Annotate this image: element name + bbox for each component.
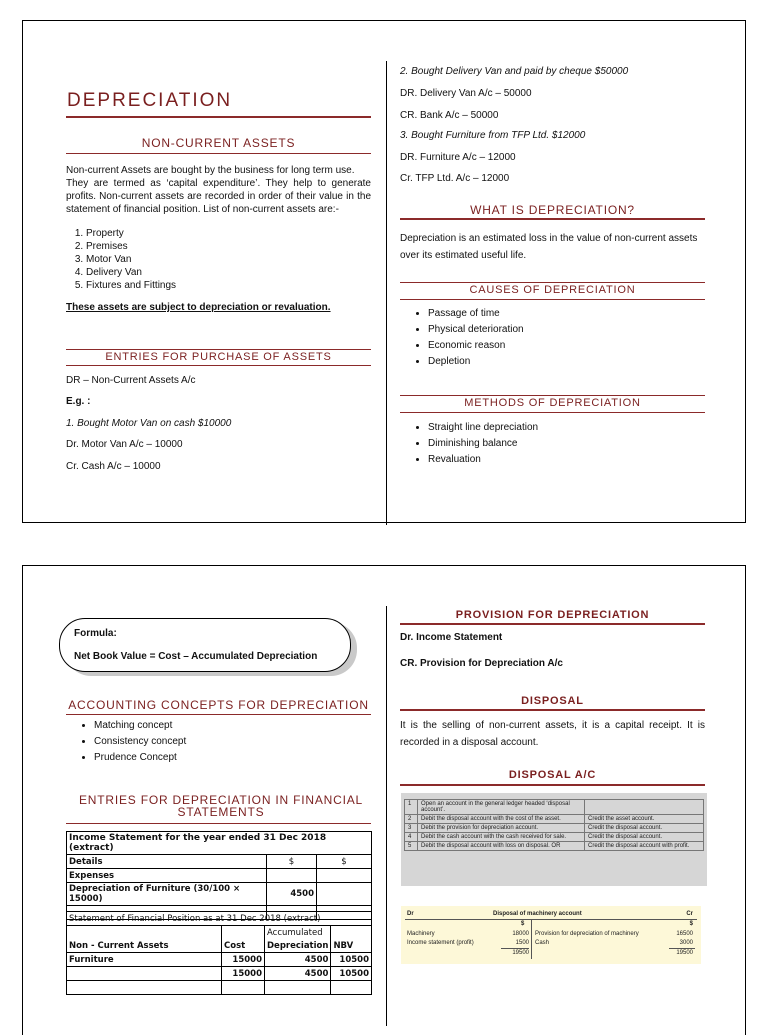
- ledger-total-rule: [501, 948, 529, 949]
- provision-dr: Dr. Income Statement: [400, 632, 503, 643]
- concepts-list: [66, 720, 384, 768]
- page-one: [22, 20, 746, 523]
- disposal-steps-box: [401, 793, 707, 886]
- example-3: 3. Bought Furniture from TFP Ltd. $12000: [400, 130, 586, 141]
- ledger-entry: Provision for depreciation of machinery: [535, 931, 639, 937]
- list-item: • Depletion: [428, 356, 718, 367]
- table-cell: Open an account in the general ledger headed ‘disposal account’.: [418, 800, 585, 815]
- table-cell: 10500: [331, 953, 372, 967]
- formula-box: [59, 618, 351, 672]
- heading-rule: [66, 349, 371, 350]
- page-title: DEPRECIATION: [67, 90, 233, 111]
- example-3-dr: DR. Furniture A/c – 12000: [400, 152, 516, 163]
- table-row: [405, 833, 704, 842]
- table-header: Cost: [222, 939, 265, 953]
- methods-list: [400, 422, 718, 470]
- table-row: [405, 800, 704, 815]
- disposal-ac-heading: DISPOSAL A/C: [508, 769, 597, 781]
- heading-rule: [400, 218, 705, 220]
- list-item: 4. Delivery Van: [86, 266, 376, 279]
- provision-heading: PROVISION FOR DEPRECIATION: [455, 609, 650, 621]
- heading-rule: [400, 709, 705, 711]
- ledger-amount: 18000: [512, 931, 529, 937]
- table-header: Depreciation: [265, 939, 331, 953]
- what-text: Depreciation is an estimated loss in the value of non-current assets over its estimated useful life.: [400, 233, 698, 261]
- table-cell: Furniture: [67, 953, 222, 967]
- table-cell: 4500: [265, 953, 331, 967]
- table-header: Non - Current Assets: [67, 939, 222, 953]
- table-cell: Debit the cash account with the cash received for sale.: [418, 833, 585, 842]
- concepts-heading: ACCOUNTING CONCEPTS FOR DEPRECIATION: [68, 698, 369, 712]
- heading-rule: [66, 365, 371, 366]
- table-cell: 15000: [222, 953, 265, 967]
- formula-label: Formula:: [74, 628, 117, 639]
- ledger-cr: Cr: [686, 911, 693, 917]
- table-cell: Debit the disposal account with the cost of the asset.: [418, 815, 585, 824]
- fs-heading: ENTRIES FOR DEPRECIATION IN FINANCIAL STATEMENTS: [78, 793, 364, 819]
- list-item: • Diminishing balance: [428, 438, 718, 449]
- example-1-cr: Cr. Cash A/c – 10000: [66, 461, 161, 472]
- heading-rule: [400, 784, 705, 786]
- ledger-amount: 1500: [515, 940, 529, 946]
- noncurrent-p1: Non-current Assets are bought by the business for long term use.: [66, 165, 355, 176]
- ledger-currency: $: [689, 921, 693, 927]
- table-title: Income Statement for the year ended 31 Dec 2018 (extract): [67, 832, 372, 855]
- what-heading: WHAT IS DEPRECIATION?: [470, 203, 635, 217]
- list-item: • Revaluation: [428, 454, 718, 465]
- table-header: NBV: [331, 939, 372, 953]
- ledger-entry: Income statement (profit): [407, 940, 474, 946]
- table-cell: Debit the provision for depreciation account.: [418, 824, 585, 833]
- ledger-divider: [531, 919, 532, 959]
- example-2-dr: DR. Delivery Van A/c – 50000: [400, 88, 532, 99]
- column-divider: [386, 61, 387, 525]
- table-cell: Credit the disposal account.: [585, 833, 704, 842]
- entry-dr: DR – Non-Current Assets A/c: [66, 375, 196, 386]
- ledger-amount: 3000: [679, 940, 693, 946]
- table-cell: 4: [405, 833, 418, 842]
- list-item: 3. Motor Van: [86, 253, 376, 266]
- table-cell: Expenses: [67, 869, 267, 883]
- table-cell: 4500: [265, 967, 331, 981]
- list-item: • Prudence Concept: [94, 752, 384, 763]
- table-header: $: [317, 855, 372, 869]
- list-item: • Consistency concept: [94, 736, 384, 747]
- ledger-entry: Cash: [535, 940, 550, 946]
- table-row: [405, 824, 704, 833]
- ledger-entry: Machinery: [407, 931, 435, 937]
- heading-rule: [400, 412, 705, 413]
- list-item: • Matching concept: [94, 720, 384, 731]
- table-cell: 2: [405, 815, 418, 824]
- table-cell: Credit the asset account.: [585, 815, 704, 824]
- list-item: • Straight line depreciation: [428, 422, 718, 433]
- disposal-heading: DISPOSAL: [521, 695, 584, 707]
- table-cell: Credit the disposal account.: [585, 824, 704, 833]
- example-2: 2. Bought Delivery Van and paid by cheque $50000: [400, 66, 629, 77]
- entries-heading: ENTRIES FOR PURCHASE OF ASSETS: [105, 351, 332, 363]
- table-row: [405, 842, 704, 851]
- example-3-cr: Cr. TFP Ltd. A/c – 12000: [400, 173, 510, 184]
- causes-list: [400, 308, 718, 372]
- title-rule: [66, 116, 371, 118]
- ledger-total: 19500: [676, 950, 693, 956]
- list-item: • Physical deterioration: [428, 324, 718, 335]
- table-cell: 1: [405, 800, 418, 815]
- methods-heading: METHODS OF DEPRECIATION: [464, 397, 641, 409]
- example-1: 1. Bought Motor Van on cash $10000: [66, 418, 232, 429]
- disposal-text: It is the selling of non-current assets, it is a capital receipt. It is recorded in a disposal account.: [400, 720, 705, 748]
- table-cell: Credit the disposal account with profit.: [585, 842, 704, 851]
- heading-rule: [66, 153, 371, 154]
- list-item: 1. Property: [86, 227, 376, 240]
- heading-rule: [66, 823, 371, 824]
- column-divider: [386, 606, 387, 1026]
- ledger-amount: 16500: [676, 931, 693, 937]
- page-two: [22, 565, 746, 1035]
- asset-list: [66, 227, 376, 292]
- heading-rule: [400, 299, 705, 300]
- example-1-dr: Dr. Motor Van A/c – 10000: [66, 439, 183, 450]
- table-title: Statement of Financial Position as at 31 Dec 2018 (extract): [67, 912, 372, 926]
- ledger-dr: Dr: [407, 911, 414, 917]
- subject-note: These assets are subject to depreciation or revaluation.: [66, 302, 331, 313]
- table-header: Details: [67, 855, 267, 869]
- heading-rule: [400, 395, 705, 396]
- provision-cr: CR. Provision for Depreciation A/c: [400, 658, 563, 669]
- ledger-currency: $: [521, 921, 525, 927]
- table-cell: 4500: [267, 883, 317, 906]
- ledger-title: Disposal of machinery account: [493, 911, 582, 917]
- noncurrent-p2: They are termed as ‘capital expenditure’. They help to generate profits. Non-current assets are recorded in order of their value in the statement of financial position. List of non-current assets are:-: [66, 178, 371, 215]
- table-cell: Depreciation of Furniture (30/100 × 15000): [67, 883, 267, 906]
- disposal-steps-table: [404, 799, 704, 851]
- table-header: Accumulated: [265, 926, 331, 940]
- table-cell: [585, 800, 704, 815]
- ledger-total-rule: [669, 948, 695, 949]
- heading-rule: [66, 714, 371, 715]
- noncurrent-heading: NON-CURRENT ASSETS: [141, 136, 296, 150]
- heading-rule: [400, 623, 705, 625]
- table-cell: 15000: [222, 967, 265, 981]
- table-cell: 5: [405, 842, 418, 851]
- ledger-total: 19500: [512, 950, 529, 956]
- list-item: 2. Premises: [86, 240, 376, 253]
- financial-position-table: [66, 911, 372, 995]
- causes-heading: CAUSES OF DEPRECIATION: [469, 284, 636, 296]
- formula-text: Net Book Value = Cost – Accumulated Depreciation: [74, 651, 318, 662]
- list-item: 5. Fixtures and Fittings: [86, 279, 376, 292]
- heading-rule: [400, 282, 705, 283]
- ledger-rule: [405, 919, 697, 920]
- list-item: • Passage of time: [428, 308, 718, 319]
- eg-label: E.g. :: [66, 396, 91, 407]
- list-item: • Economic reason: [428, 340, 718, 351]
- income-statement-table: [66, 831, 372, 920]
- table-cell: 10500: [331, 967, 372, 981]
- table-cell: 3: [405, 824, 418, 833]
- table-cell: Debit the disposal account with loss on disposal. OR: [418, 842, 585, 851]
- table-header: $: [267, 855, 317, 869]
- table-row: [405, 815, 704, 824]
- example-2-cr: CR. Bank A/c – 50000: [400, 110, 499, 121]
- disposal-ledger: [401, 906, 701, 964]
